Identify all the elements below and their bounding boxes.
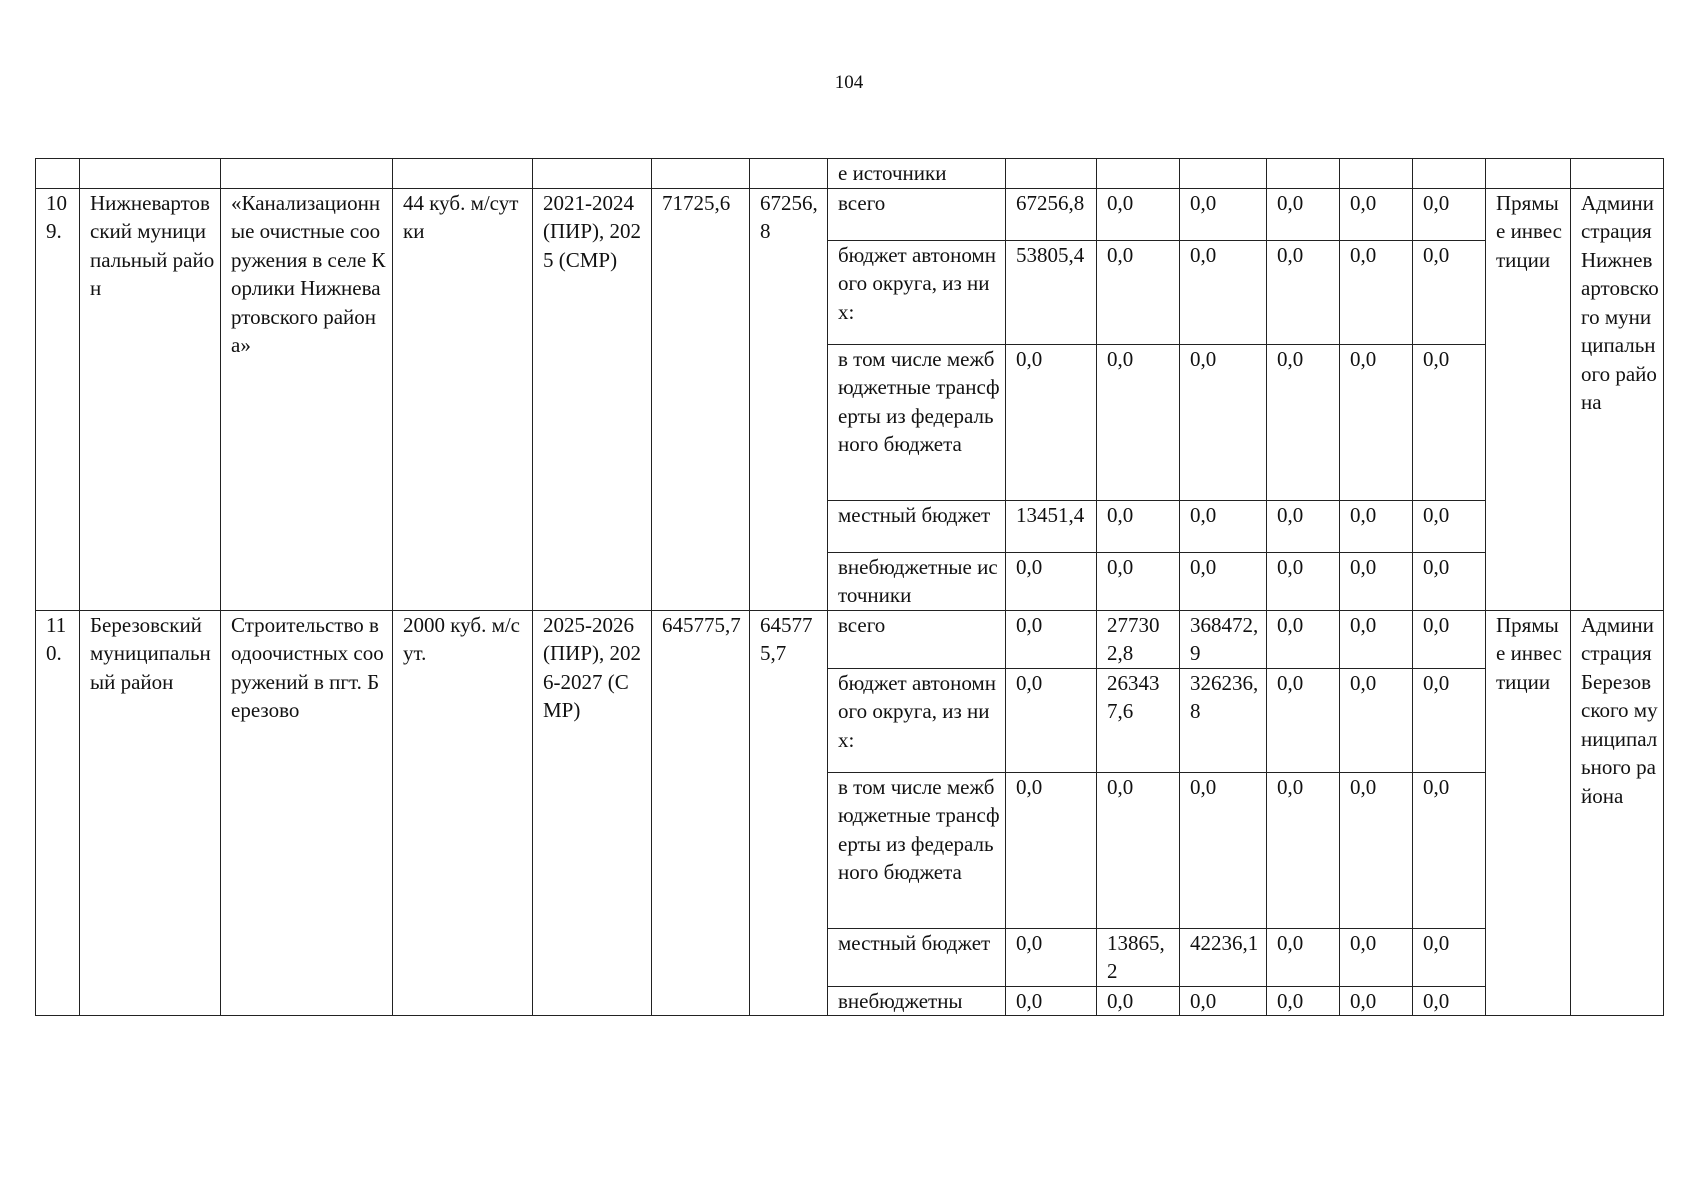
amount-cell: 0,0 [1267,668,1340,772]
amount-cell: 0,0 [1180,344,1267,500]
amount-cell: 0,0 [1267,188,1340,240]
amount-cell: 13451,4 [1006,500,1097,552]
amount-cell: 0,0 [1097,552,1180,610]
amount-cell: 0,0 [1413,240,1486,344]
amount-cell: 0,0 [1340,610,1413,668]
amount-cell: 0,0 [1180,772,1267,928]
capacity-cell: 44 куб. м/сутки [393,188,533,610]
amount-cell: 0,0 [1097,344,1180,500]
customer-cell: Администрация Березовского муниципального района [1571,610,1664,1016]
amount-cell: 368472,9 [1180,610,1267,668]
funding-source-cell: в том числе межбюджетные трансферты из федерального бюджета [828,772,1006,928]
amount-cell: 0,0 [1006,610,1097,668]
amount-cell: 0,0 [1097,500,1180,552]
customer-cell: Администрация Нижневартовского муниципального района [1571,188,1664,610]
estimated-cost-cell: 645775,7 [652,610,750,1016]
funding-source-cell: внебюджетны [828,986,1006,1016]
amount-cell: 0,0 [1006,552,1097,610]
amount-cell: 0,0 [1413,188,1486,240]
funding-source-cell: внебюджетные источники [828,552,1006,610]
period-cell: 2021-2024 (ПИР), 2025 (СМР) [533,188,652,610]
amount-cell: 0,0 [1340,986,1413,1016]
table-row [36,188,1664,240]
amount-cell: 0,0 [1267,500,1340,552]
object-name-cell: Строительство водоочистных сооружений в пгт. Березово [221,610,393,1016]
amount-cell: 0,0 [1340,188,1413,240]
funding-source-cell: бюджет автономного округа, из них: [828,240,1006,344]
amount-cell: 0,0 [1180,500,1267,552]
amount-cell: 0,0 [1413,668,1486,772]
remaining-cost-cell: 645775,7 [750,610,828,1016]
amount-cell: 0,0 [1267,928,1340,986]
amount-cell: 263437,6 [1097,668,1180,772]
funding-source-cell: всего [828,188,1006,240]
amount-cell: 0,0 [1267,986,1340,1016]
municipality-cell: Березовский муниципальный район [80,610,221,1016]
funding-source-cell: е источники [828,159,1006,189]
amount-cell: 0,0 [1413,928,1486,986]
project-index-cell: 110. [36,610,80,1016]
amount-cell: 13865,2 [1097,928,1180,986]
amount-cell: 0,0 [1340,344,1413,500]
amount-cell: 0,0 [1180,188,1267,240]
funding-source-cell: местный бюджет [828,500,1006,552]
page-number: 104 [834,72,864,93]
amount-cell: 0,0 [1006,772,1097,928]
amount-cell: 0,0 [1267,610,1340,668]
amount-cell: 0,0 [1267,552,1340,610]
amount-cell: 326236,8 [1180,668,1267,772]
investment-type-cell: Прямые инвестиции [1486,610,1571,1016]
amount-cell: 42236,1 [1180,928,1267,986]
remaining-cost-cell: 67256,8 [750,188,828,610]
amount-cell: 0,0 [1267,344,1340,500]
amount-cell: 0,0 [1006,928,1097,986]
table-row [36,610,1664,668]
funding-source-cell: местный бюджет [828,928,1006,986]
amount-cell: 0,0 [1180,552,1267,610]
amount-cell: 0,0 [1413,986,1486,1016]
amount-cell: 0,0 [1413,772,1486,928]
continuation-row [36,159,1664,189]
amount-cell: 0,0 [1340,668,1413,772]
project-index-cell: 109. [36,188,80,610]
amount-cell: 53805,4 [1006,240,1097,344]
amount-cell: 0,0 [1097,986,1180,1016]
amount-cell: 0,0 [1180,240,1267,344]
amount-cell: 0,0 [1340,552,1413,610]
amount-cell: 0,0 [1180,986,1267,1016]
capacity-cell: 2000 куб. м/сут. [393,610,533,1016]
object-name-cell: «Канализационные очистные сооружения в селе Корлики Нижневартовского района» [221,188,393,610]
amount-cell: 0,0 [1340,500,1413,552]
investment-table [35,158,1664,1016]
funding-source-cell: в том числе межбюджетные трансферты из федерального бюджета [828,344,1006,500]
amount-cell: 0,0 [1413,344,1486,500]
amount-cell: 0,0 [1097,772,1180,928]
amount-cell: 67256,8 [1006,188,1097,240]
amount-cell: 0,0 [1413,610,1486,668]
amount-cell: 277302,8 [1097,610,1180,668]
funding-source-cell: всего [828,610,1006,668]
amount-cell: 0,0 [1413,500,1486,552]
amount-cell: 0,0 [1340,772,1413,928]
amount-cell: 0,0 [1006,344,1097,500]
municipality-cell: Нижневартовский муниципальный район [80,188,221,610]
amount-cell: 0,0 [1340,928,1413,986]
amount-cell: 0,0 [1267,240,1340,344]
investment-type-cell: Прямые инвестиции [1486,188,1571,610]
amount-cell: 0,0 [1006,986,1097,1016]
period-cell: 2025-2026 (ПИР), 2026-2027 (СМР) [533,610,652,1016]
amount-cell: 0,0 [1097,188,1180,240]
estimated-cost-cell: 71725,6 [652,188,750,610]
amount-cell: 0,0 [1097,240,1180,344]
amount-cell: 0,0 [1267,772,1340,928]
amount-cell: 0,0 [1340,240,1413,344]
funding-source-cell: бюджет автономного округа, из них: [828,668,1006,772]
amount-cell: 0,0 [1006,668,1097,772]
amount-cell: 0,0 [1413,552,1486,610]
